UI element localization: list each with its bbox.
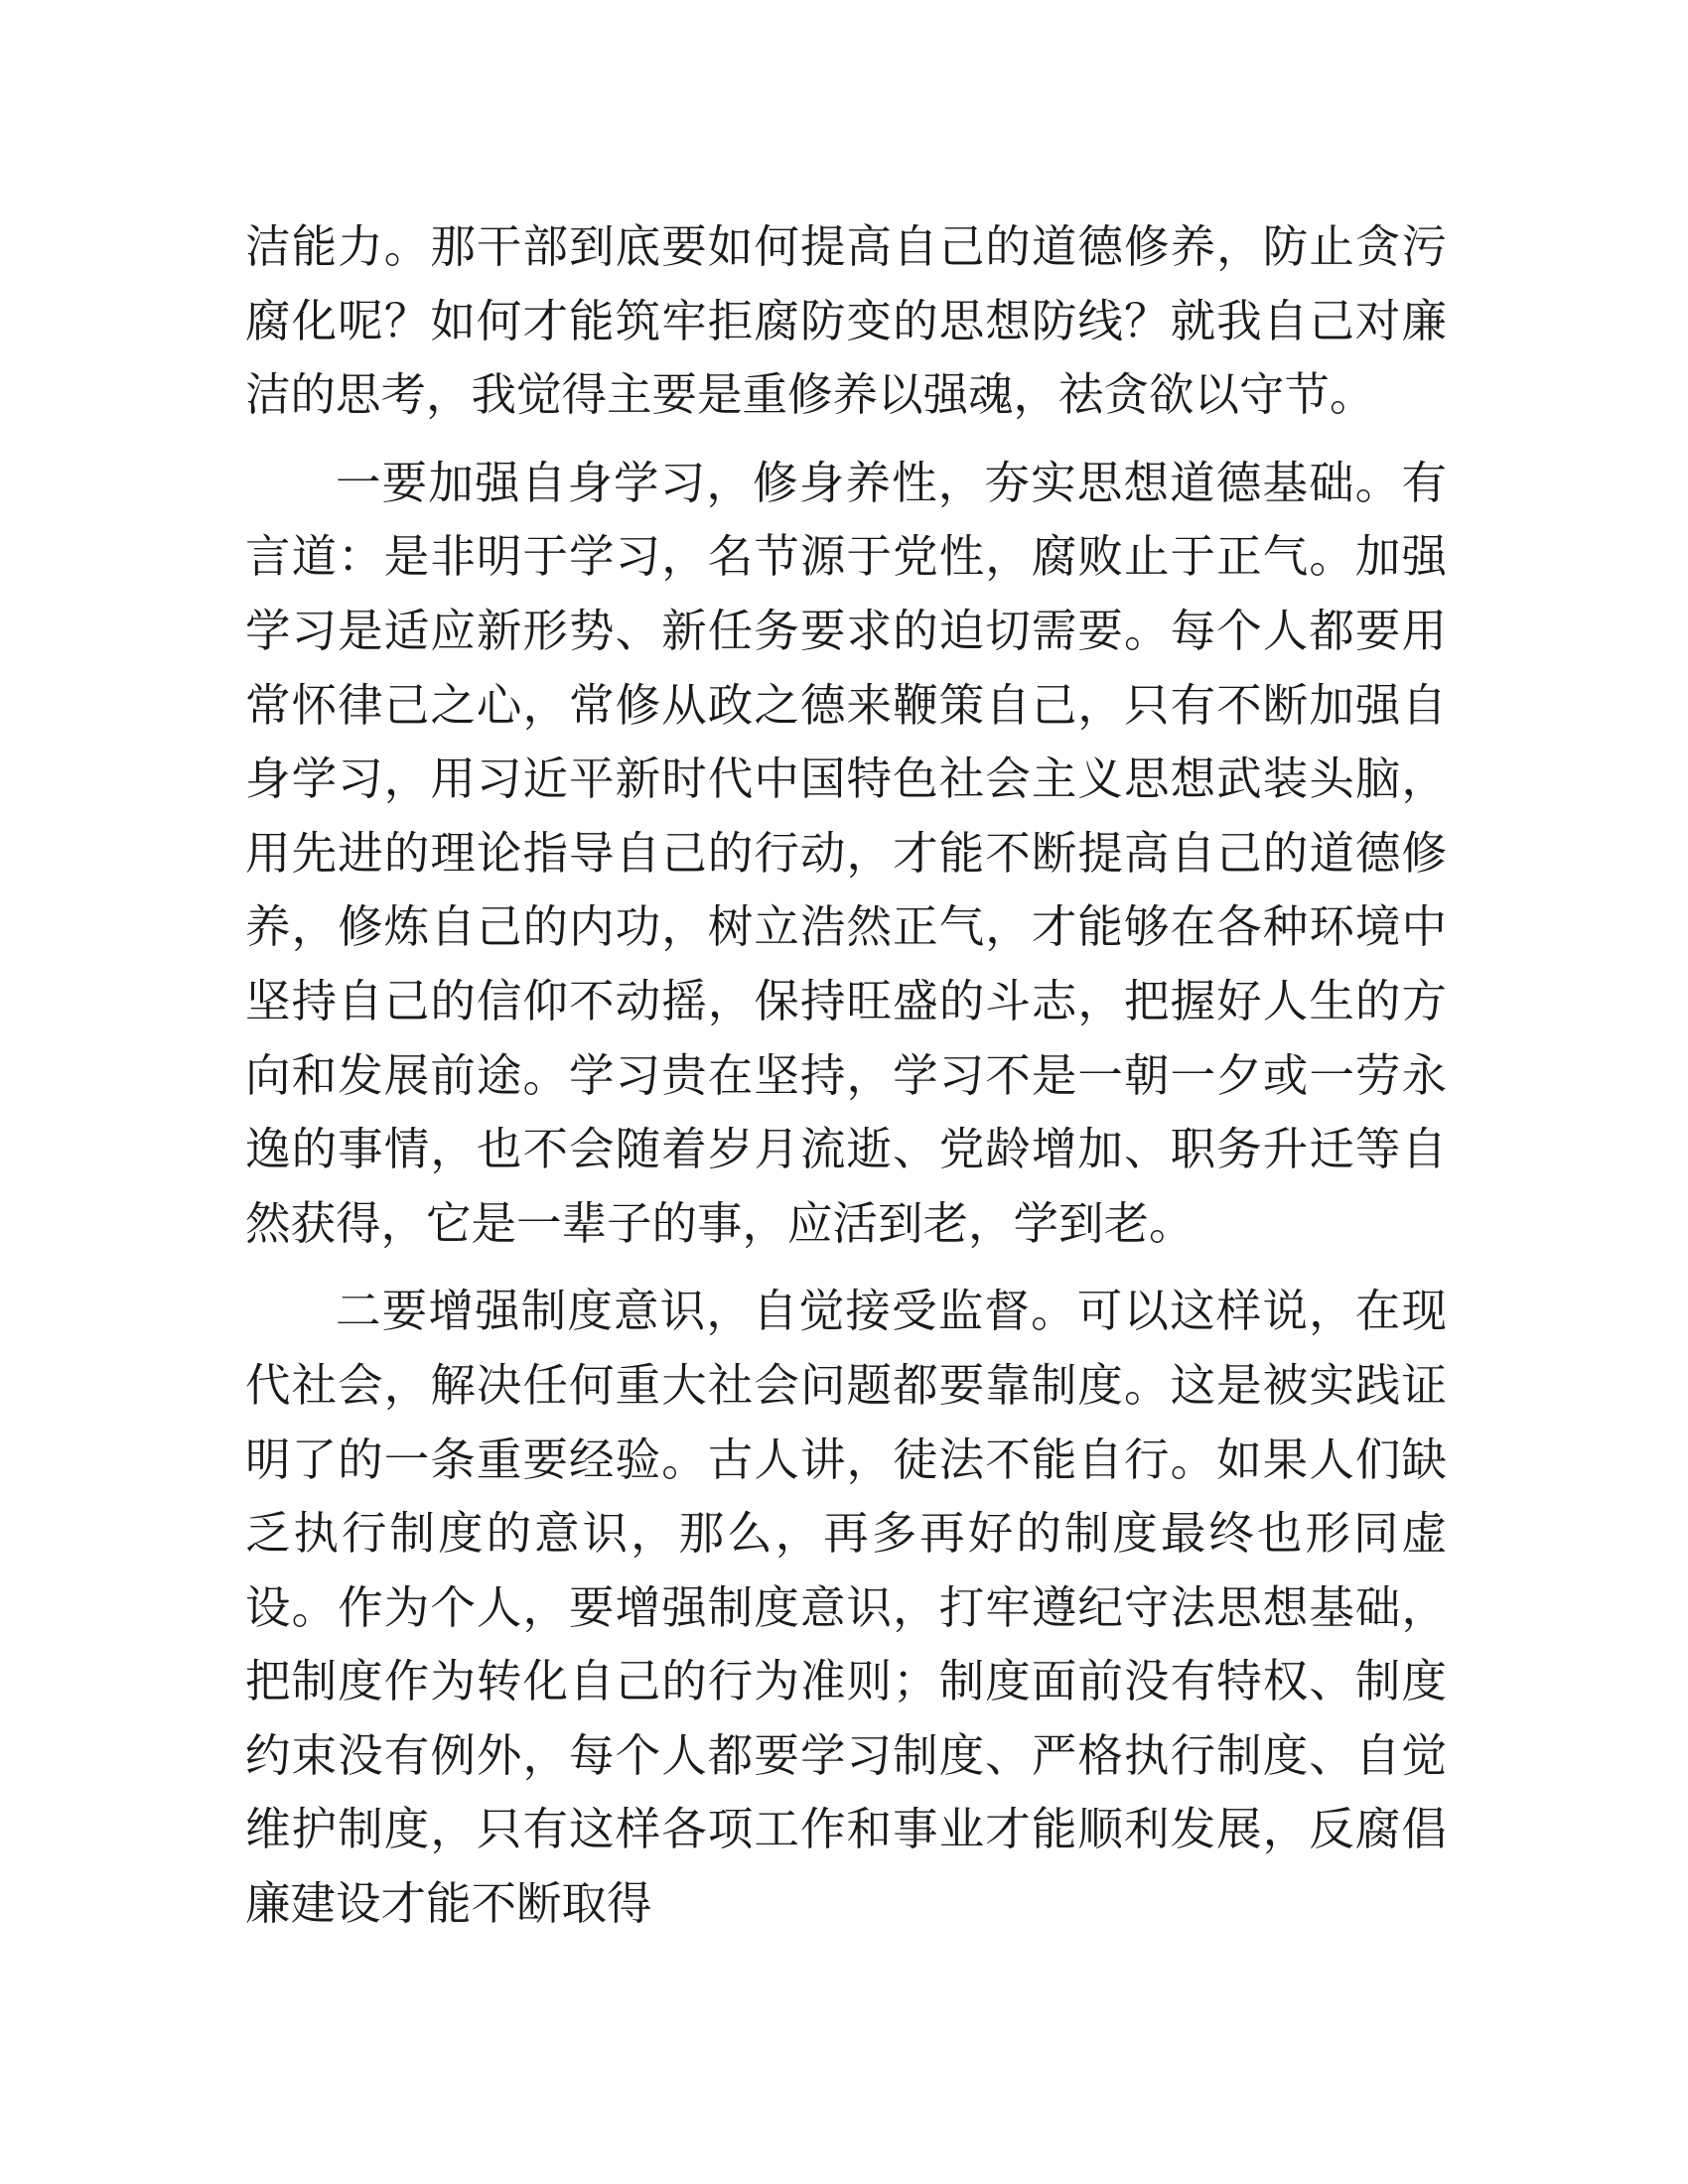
paragraph-continuation: 洁能力。那干部到底要如何提高自己的道德修养，防止贪污腐化呢？如何才能筑牢拒腐防变的思想防线？就我自己对廉洁的思考，我觉得主要是重修养以强魂，祛贪欲以守节。 <box>245 220 1447 422</box>
paragraph-point-one: 一要加强自身学习，修身养性，夯实思想道德基础。有言道：是非明于学习，名节源于党性，腐败止于正气。加强学习是适应新形势、新任务要求的迫切需要。每个人都要用常怀律己之心，常修从政之德来鞭策自己，只有不断加强自身学习，用习近平新时代中国特色社会主义思想武装头脑，用先进的理论指导自己的行动，才能不断提高自己的道德修养，修炼自己的内功，树立浩然正气，才能够在各种环境中坚持自己的信仰不动摇，保持旺盛的斗志，把握好人生的方向和发展前途。学习贵在坚持，学习不是一朝一夕或一劳永逸的事情，也不会随着岁月流逝、党龄增加、职务升迁等自然获得，它是一辈子的事，应活到老，学到老。 <box>245 456 1447 1250</box>
document-body <box>245 210 1447 1942</box>
paragraph-point-two: 二要增强制度意识，自觉接受监督。可以这样说，在现代社会，解决任何重大社会问题都要靠制度。这是被实践证明了的一条重要经验。古人讲，徒法不能自行。如果人们缺乏执行制度的意识，那么，再多再好的制度最终也形同虚设。作为个人，要增强制度意识，打牢遵纪守法思想基础，把制度作为转化自己的行为准则；制度面前没有特权、制度约束没有例外，每个人都要学习制度、严格执行制度、自觉维护制度，只有这样各项工作和事业才能顺利发展，反腐倡廉建设才能不断取得 <box>245 1285 1447 1931</box>
